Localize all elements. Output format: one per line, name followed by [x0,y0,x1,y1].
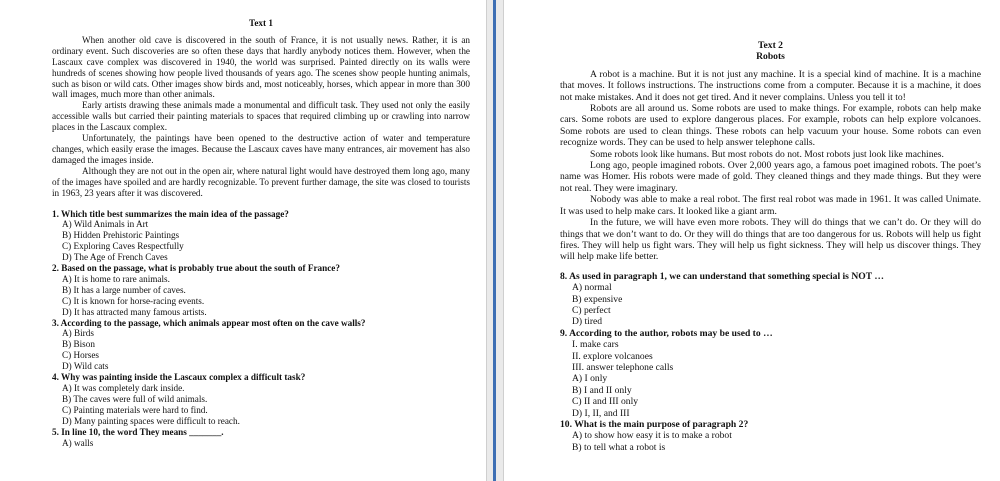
passage-paragraph: Although they are not out in the open air, where natural light would have destroyed them long ago, many of the images have spoiled and are hardly recognizable. To prevent further damage, the site was closed to tourists in 1963, 23 years after it was discovered. [52,165,470,198]
passage-paragraph: Long ago, people imagined robots. Over 2,000 years ago, a famous poet imagined robots. The poet’s name was Homer. His robots were made of gold. They cleaned things and they made things. But they were not real. They were imaginary. [560,160,981,194]
answer-option: C) Exploring Caves Respectfully [62,241,184,252]
answer-option: A) normal [572,282,612,294]
answer-option: B) Hidden Prehistoric Paintings [62,230,180,241]
divider-bar [493,0,496,481]
question-stem: 4. Why was painting inside the Lascaux complex a difficult task? [52,372,306,383]
answer-option: B) Bison [62,339,95,350]
passage-paragraph: Unfortunately, the paintings have been opened to the destructive action of water and temperature changes, which easily erase the images. Because the Lascaux caves have many entrances, air movement has also damaged the images inside. [52,133,470,165]
answer-option: A) walls [62,437,94,448]
passage-paragraph: In the future, we will have even more robots. They will do things that we can’t do. Or they will do things that we don’t want to do. Or they will do things that are too dangerous for us. Robots will help us fight fires. They will help us fight wars. They will help us fight sickness. They will help us discover things. They will help make life better. [560,217,981,263]
question-stem: 2. Based on the passage, what is probably true about the south of France? [52,263,340,274]
answer-option: B) I and II only [572,384,632,396]
text-1-title: Text 1 [249,18,273,28]
text-2-questions [560,271,981,454]
answer-option: A) Wild Animals in Art [62,219,149,230]
passage-paragraph: Robots are all around us. Some robots are used to make things. For example, robots can help make cars. Some robots are used to explore dangerous places. For example, robots can help explore volcanoes. Some robots are used to clean things. These robots can help vacuum your house. Some robots can even recognize words. They can be used to help answer telephone calls. [560,103,981,149]
section-spacer [560,263,981,271]
answer-option: B) It has a large number of caves. [62,284,186,295]
answer-option: C) Horses [62,350,100,361]
answer-option: A) to show how easy it is to make a robot [572,430,732,442]
answer-option: C) perfect [572,304,611,316]
question-stem: 8. As used in paragraph 1, we can understand that something special is NOT … [560,270,884,282]
text-2-passage [560,69,981,271]
text-1-passage [52,35,470,199]
question-stem: 5. In line 10, the word They means _______. [52,426,224,437]
answer-option: D) Wild cats [62,361,109,372]
page-divider[interactable] [486,0,504,481]
answer-option: D) Many painting spaces were difficult to reach. [62,415,240,426]
answer-option: C) II and III only [572,396,639,408]
answer-option: C) It is known for horse-racing events. [62,295,205,306]
passage-paragraph: A robot is a machine. But it is not just any machine. It is a special kind of machine. It is a machine that moves. It follows instructions. The instructions come from a computer. Because it is a machine, it does not make mistakes. And it does not get tired. And it never complains. Unless you tell it to! [560,68,981,103]
text-1-questions [52,209,470,449]
text-2-subtitle: Robots [756,51,785,63]
answer-option: D) The Age of French Caves [62,252,168,263]
answer-option: III. answer telephone calls [572,361,674,373]
passage-paragraph: When another old cave is discovered in the south of France, it is not usually news. Rather, it is an ordinary event. Such discoveries are so often these days that hardly anybody notices them. However, when the Lascaux cave complex was discovered in 1940, the world was surprised. Painted directly on its walls were hundreds of scenes showing how people lived thousands of years ago. The scenes show people hunting animals, such as bison or wild cats. Other images show birds and, most noticeably, horses, which appear in more than 300 wall images, much more than other animals. [52,34,470,100]
answer-option: D) It has attracted many famous artists. [62,306,207,317]
passage-paragraph: Nobody was able to make a real robot. The first real robot was made in 1961. It was called Unimate. It was used to help make cars. It looked like a giant arm. [560,194,981,217]
passage-paragraph: Early artists drawing these animals made a monumental and difficult task. They used not only the easily accessible walls but carried their painting materials to spaces that required climbing up or crawling into narrow places in the Lascaux complex. [52,100,470,133]
answer-option: B) The caves were full of wild animals. [62,393,208,404]
text-2-title: Text 2 [758,40,783,51]
question-stem: 10. What is the main purpose of paragraph 2? [560,419,749,430]
answer-option: A) Birds [62,328,94,339]
answer-option: II. explore volcanoes [572,350,653,362]
answer-option: A) It is home to rare animals. [62,273,170,284]
passage-paragraph: Some robots look like humans. But most robots do not. Most robots just look like machines. [590,148,944,160]
answer-option: D) I, II, and III [572,407,630,419]
answer-option: A) I only [572,373,608,385]
document-page-left [0,0,486,481]
question-stem: 1. Which title best summarizes the main idea of the passage? [52,208,289,219]
answer-option: I. make cars [572,339,619,351]
answer-option: C) Painting materials were hard to find. [62,404,208,415]
answer-option: D) tired [572,316,603,328]
document-page-right [504,0,1000,481]
answer-option: A) It was completely dark inside. [62,383,185,393]
question-stem: 3. According to the passage, which animals appear most often on the cave walls? [52,317,366,328]
answer-option: B) expensive [572,293,623,305]
answer-option: B) to tell what a robot is [572,441,666,453]
question-stem: 9. According to the author, robots may be used to … [560,327,773,339]
